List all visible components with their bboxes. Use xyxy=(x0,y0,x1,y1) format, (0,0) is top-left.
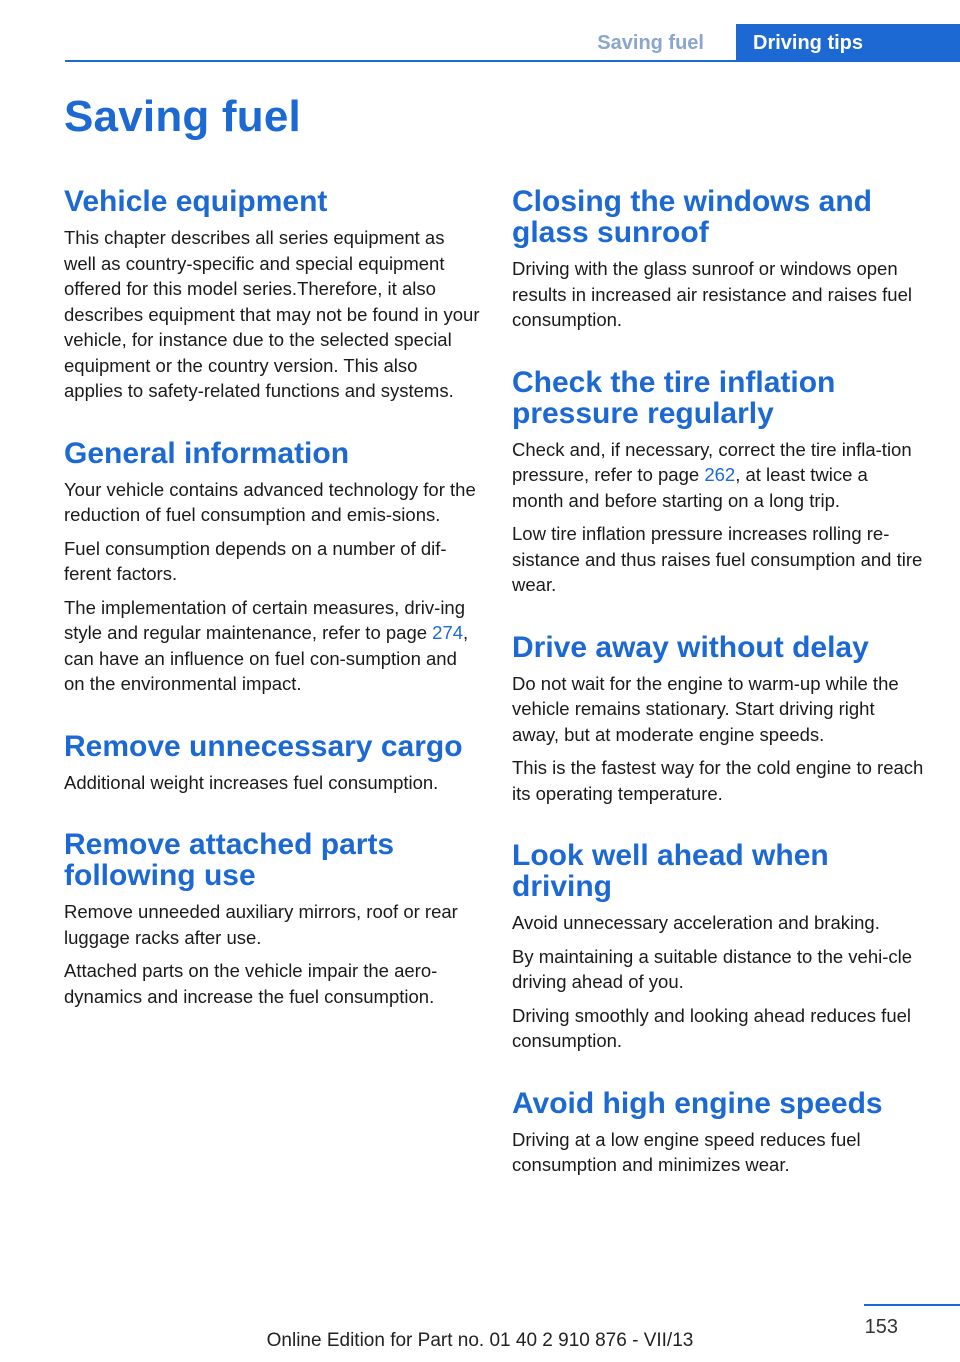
paragraph-with-link xyxy=(512,437,924,514)
page-link-274[interactable]: 274 xyxy=(432,622,464,643)
section-heading: Drive away without delay xyxy=(512,630,869,664)
paragraph: By maintaining a suitable distance to the vehi‐cle driving ahead of you. xyxy=(512,945,913,992)
section-general-information xyxy=(64,438,480,697)
section-heading: Remove attached parts following use xyxy=(64,828,395,892)
paragraph: Your vehicle contains advanced technology for the reduction of fuel consumption and emis‐sions. xyxy=(64,478,476,525)
paragraph: Fuel consumption depends on a number of dif‐ferent factors. xyxy=(64,537,447,584)
section-closing-windows xyxy=(512,186,924,333)
section-remove-cargo xyxy=(64,731,480,796)
section-drive-away xyxy=(512,632,924,807)
section-tab[interactable]: Saving fuel xyxy=(597,32,704,54)
header-rule xyxy=(65,60,960,62)
paragraph: Remove unneeded auxiliary mirrors, roof or rear luggage racks after use. xyxy=(64,901,458,948)
section-look-ahead xyxy=(512,840,924,1054)
text: , can have an influence on fuel con‐sumption and on the environmental impact. xyxy=(64,622,469,694)
page-number: 153 xyxy=(864,1316,898,1338)
section-heading: Closing the windows and glass sunroof xyxy=(512,185,872,249)
paragraph: This is the fastest way for the cold engine to reach its operating temperature. xyxy=(512,757,924,804)
footer-edition: Online Edition for Part no. 01 40 2 910 876 - VII/13 xyxy=(266,1330,694,1351)
section-remove-attached-parts xyxy=(64,829,480,1009)
section-heading: General information xyxy=(64,436,350,470)
paragraph: Driving smoothly and looking ahead reduces fuel consumption. xyxy=(512,1004,912,1051)
chapter-tab[interactable]: Driving tips xyxy=(736,24,960,62)
left-column xyxy=(64,186,480,1043)
paragraph: Driving at a low engine speed reduces fuel consumption and minimizes wear. xyxy=(512,1128,861,1175)
paragraph: Attached parts on the vehicle impair the aero‐dynamics and increase the fuel consumption. xyxy=(64,960,438,1007)
section-tire-pressure xyxy=(512,367,924,598)
paragraph: Low tire inflation pressure increases rolling re‐sistance and thus raises fuel consumption and tire wear. xyxy=(512,523,923,595)
text: The implementation of certain measures, driv‐ing style and regular maintenance, refer to page xyxy=(64,596,466,643)
section-heading: Vehicle equipment xyxy=(64,185,328,218)
paragraph: Additional weight increases fuel consumption. xyxy=(64,771,439,793)
section-vehicle-equipment xyxy=(64,186,480,404)
paragraph: Do not wait for the engine to warm-up while the vehicle remains stationary. Start driving right away, but at moderate engine speeds. xyxy=(512,672,899,745)
section-heading: Check the tire inflation pressure regularly xyxy=(512,365,836,430)
text: Check and, if necessary, correct the tire infla‐tion pressure, refer to page xyxy=(512,438,912,485)
text: , at least twice a month and before starting on a long trip. xyxy=(512,464,868,511)
header-bar xyxy=(65,24,960,62)
paragraph: This chapter describes all series equipment as well as country-specific and special equipment offered for this model series.Therefore, it also describes equipment that may not be found in your vehicle, for instance due to the selected special equipment or the country version. This also applies to safety-related functions and systems. xyxy=(64,227,480,401)
paragraph: Driving with the glass sunroof or windows open results in increased air resistance and raises fuel consumption. xyxy=(512,258,912,330)
paragraph-with-link xyxy=(64,595,480,697)
section-heading: Remove unnecessary cargo xyxy=(64,729,463,763)
section-high-engine-speeds xyxy=(512,1088,924,1178)
right-column xyxy=(512,186,924,1212)
section-heading: Look well ahead when driving xyxy=(512,839,829,903)
section-heading: Avoid high engine speeds xyxy=(512,1086,883,1120)
page-number-rule xyxy=(864,1304,960,1306)
paragraph: Avoid unnecessary acceleration and braking. xyxy=(512,912,880,933)
page-link-262[interactable]: 262 xyxy=(704,464,736,485)
page-title: Saving fuel xyxy=(64,92,301,141)
